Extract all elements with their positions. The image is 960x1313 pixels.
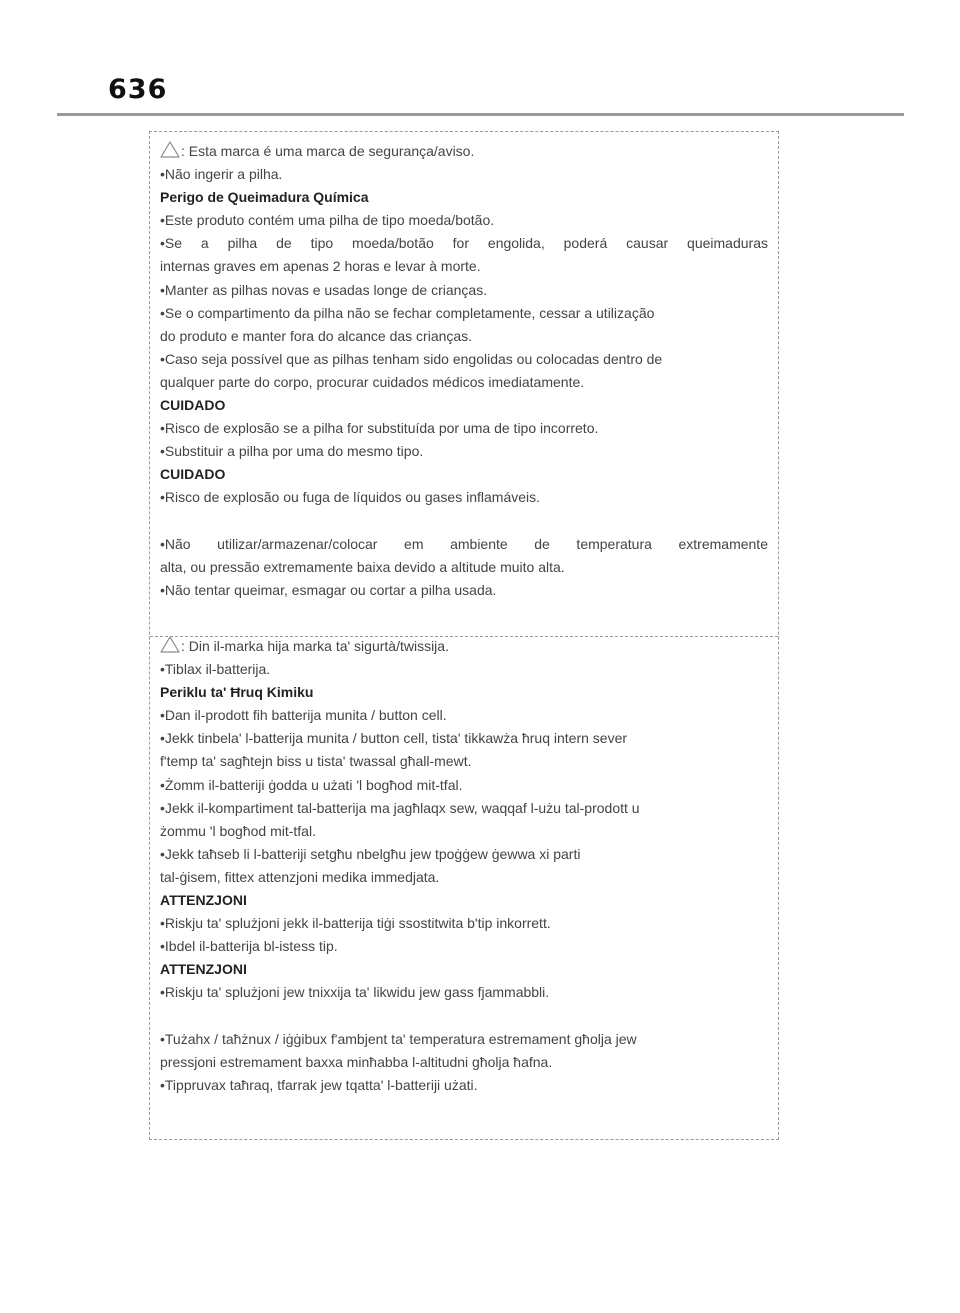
warning-section-portuguese	[150, 140, 778, 602]
battery-warning-box	[149, 131, 779, 1140]
text-line: alta, ou pressão extremamente baixa devido a altitude muito alta.	[160, 558, 565, 575]
section-heading: Perigo de Queimadura Química	[160, 189, 369, 206]
text-line: •Não ingerir a pilha.	[160, 166, 283, 183]
text-line: •Tiblax il-batterija.	[160, 661, 271, 678]
blank-line	[160, 1005, 768, 1028]
text-line: •Tippruvax taħraq, tfarrak jew tqatta' l-batteriji użati.	[160, 1076, 478, 1093]
text-line: qualquer parte do corpo, procurar cuidados médicos imediatamente.	[160, 373, 585, 390]
text-line: •Jekk tinbela' l-batterija munita / button cell, tista' tikkawża ħruq intern sever	[160, 730, 628, 747]
text-line: •Jekk taħseb li l-batteriji setgħu nbelgħu jew tpoġġew ġewwa xi parti	[160, 845, 581, 862]
text-line: •Caso seja possível que as pilhas tenham sido engolidas ou colocadas dentro de	[160, 350, 663, 367]
text-line: •Manter as pilhas novas e usadas longe de crianças.	[160, 281, 488, 298]
text-line: f'temp ta' sagħtejn biss u tista' twassal għall-mewt.	[160, 753, 472, 770]
symbol-explanation-text: : Din il-marka hija marka ta' sigurtà/twissija.	[181, 638, 449, 654]
warning-triangle-icon	[160, 141, 180, 158]
section-heading: CUIDADO	[160, 466, 226, 483]
text-line: do produto e manter fora do alcance das crianças.	[160, 327, 473, 344]
symbol-explanation-text: : Esta marca é uma marca de segurança/aviso.	[181, 143, 475, 159]
text-line: •Dan il-prodott fih batterija munita / button cell.	[160, 707, 447, 724]
text-line: •Risco de explosão ou fuga de líquidos ou gases inflamáveis.	[160, 489, 541, 506]
text-line: •Tużahx / taħżnux / iġġibux f'ambjent ta' temperatura estremament għolja jew	[160, 1030, 637, 1047]
text-line: •Riskju ta' splużjoni jekk il-batterija tiġi ssostitwita b'tip inkorrett.	[160, 915, 551, 932]
text-line: żommu 'l bogħod mit-tfal.	[160, 822, 316, 839]
text-line: •Não utilizar/armazenar/colocar em ambiente de temperatura extremamente	[160, 535, 768, 552]
section-heading: Periklu ta' Ħruq Kimiku	[160, 684, 314, 701]
text-line: •Se o compartimento da pilha não se fechar completamente, cessar a utilização	[160, 304, 655, 321]
symbol-explanation	[160, 140, 768, 163]
text-line: •Ibdel il-batterija bl-istess tip.	[160, 938, 338, 955]
blank-line	[160, 510, 768, 533]
text-line: •Żomm il-batteriji ġodda u użati 'l bogħod mit-tfal.	[160, 776, 463, 793]
text-line: tal-ġisem, fittex attenzjoni medika immedjata.	[160, 868, 440, 885]
symbol-explanation	[160, 635, 768, 658]
text-line: pressjoni estremament baxxa minħabba l-altitudni għolja ħafna.	[160, 1053, 553, 1070]
section-heading: ATTENZJONI	[160, 961, 247, 978]
text-line: •Riskju ta' splużjoni jew tnixxija ta' likwidu jew gass fjammabbli.	[160, 984, 550, 1001]
text-line: •Risco de explosão se a pilha for substituída por uma de tipo incorreto.	[160, 420, 599, 437]
section-heading: ATTENZJONI	[160, 892, 247, 909]
page-number: 636	[108, 74, 168, 105]
warning-section-maltese	[150, 635, 778, 1097]
text-line: •Se a pilha de tipo moeda/botão for engolida, poderá causar queimaduras	[160, 235, 768, 252]
text-line: internas graves em apenas 2 horas e levar à morte.	[160, 258, 481, 275]
text-line: •Não tentar queimar, esmagar ou cortar a pilha usada.	[160, 581, 497, 598]
header-rule	[57, 113, 904, 116]
warning-triangle-icon	[160, 636, 180, 653]
text-line: •Substituir a pilha por uma do mesmo tipo.	[160, 443, 424, 460]
section-heading: CUIDADO	[160, 397, 226, 414]
text-line: •Jekk il-kompartiment tal-batterija ma jagħlaqx sew, waqqaf l-użu tal-prodott u	[160, 799, 640, 816]
text-line: •Este produto contém uma pilha de tipo moeda/botão.	[160, 212, 495, 229]
